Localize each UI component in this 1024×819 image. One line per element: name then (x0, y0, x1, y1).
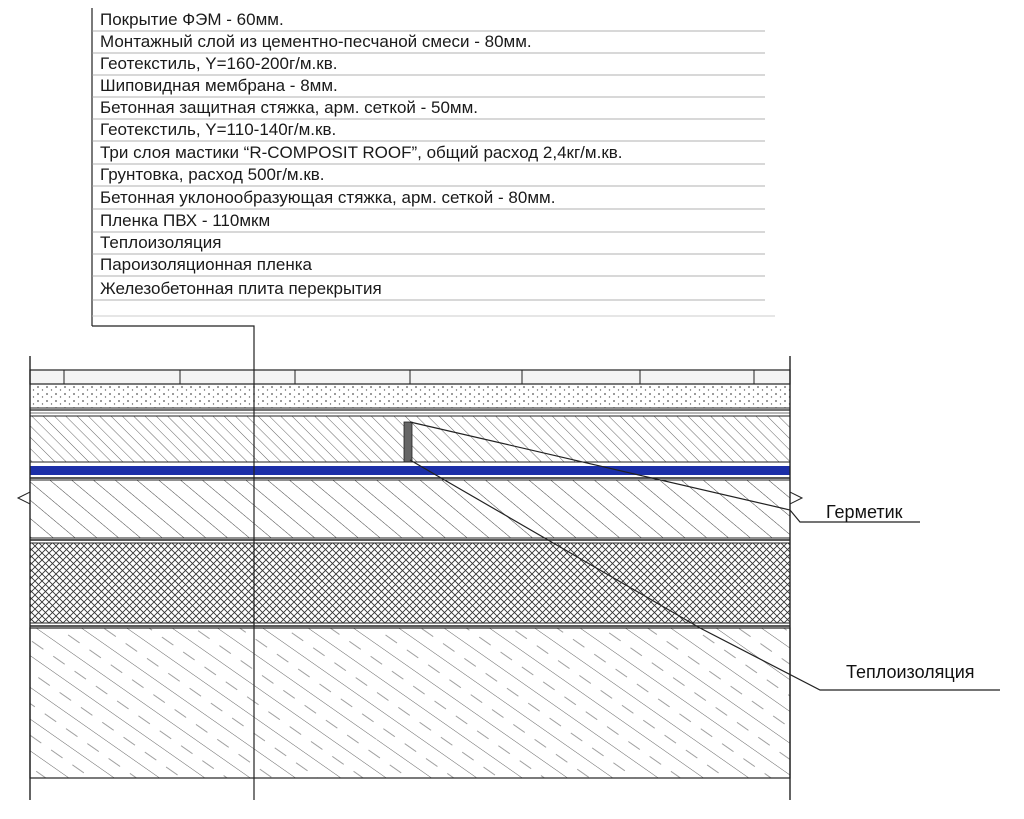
layer-label: Шиповидная мембрана - 8мм. (100, 76, 338, 95)
slope-screed-layer (30, 480, 790, 538)
layer-label: Теплоизоляция (100, 233, 222, 252)
insulation-callout-label: Теплоизоляция (846, 662, 975, 682)
sealant-joint (404, 422, 412, 462)
layer-label: Геотекстиль, Y=110-140г/м.кв. (100, 120, 337, 139)
layer-label: Бетонная защитная стяжка, арм. сеткой - 50мм. (100, 98, 479, 117)
thermal-insulation-layer (30, 543, 790, 623)
layer-label: Грунтовка, расход 500г/м.кв. (100, 165, 325, 184)
cement-sand-layer (30, 384, 790, 408)
sealant-callout-label: Герметик (826, 502, 903, 522)
layer-label-list (92, 8, 775, 326)
layer-label: Монтажный слой из цементно-песчаной смеси - 80мм. (100, 32, 532, 51)
layer-label: Пленка ПВХ - 110мкм (100, 211, 271, 230)
layer-label: Железобетонная плита перекрытия (100, 279, 382, 298)
right-bracket-mark (790, 492, 802, 504)
concrete-slab-layer (30, 628, 790, 778)
left-bracket-mark (18, 492, 30, 504)
layer-label: Геотекстиль, Y=160-200г/м.кв. (100, 54, 338, 73)
layer-label: Пароизоляционная пленка (100, 255, 312, 274)
layer-label: Три слоя мастики “R-COMPOSIT ROOF”, общий расход 2,4кг/м.кв. (100, 143, 623, 162)
layer-label: Покрытие ФЭМ - 60мм. (100, 10, 284, 29)
waterproof-mastic-layer (30, 466, 790, 475)
layer-label: Бетонная уклонообразующая стяжка, арм. сеткой - 80мм. (100, 188, 556, 207)
